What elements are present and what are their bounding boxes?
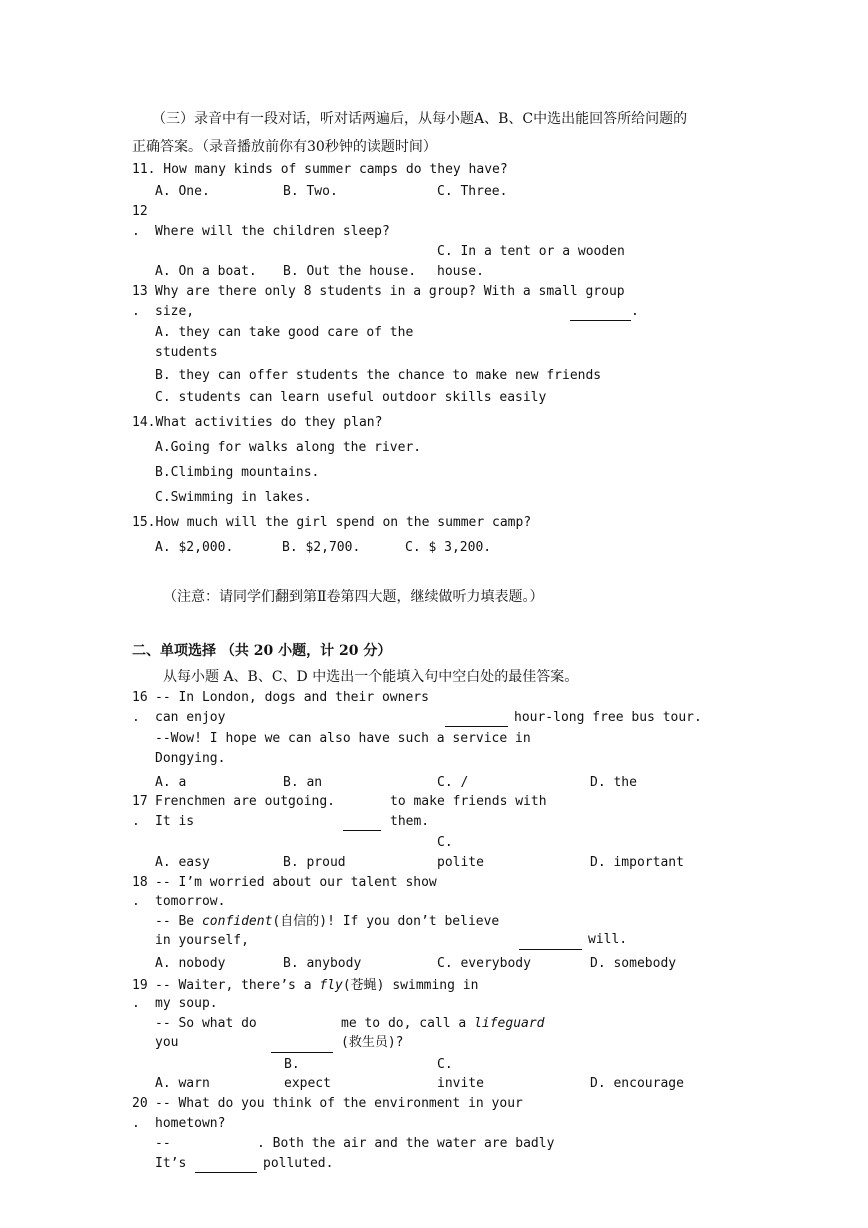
q19-right-line1-start: me to do, call a <box>341 1016 475 1031</box>
q18-line2: tomorrow. <box>155 894 226 909</box>
q17-line1: Frenchmen are outgoing. <box>155 794 336 809</box>
q20-line1: -- What do you think of the environment in your <box>155 1096 523 1111</box>
q17-option-d: D. important <box>590 855 684 870</box>
q19-line1-end: (苍蝇) swimming in <box>342 978 479 993</box>
q13-option-a-line1: A. they can take good care of the <box>155 325 414 340</box>
q16-line2-end: hour-long free bus tour. <box>514 710 702 725</box>
q16-option-c: C. / <box>437 775 469 790</box>
q15-stem: 15.How much will the girl spend on the summer camp? <box>132 515 532 530</box>
q18-line4: in yourself, <box>155 933 249 948</box>
q13-stem-line2: size, <box>155 304 195 319</box>
q15-option-b: B. $2,700. <box>282 540 361 555</box>
q18-line4-end: will. <box>588 932 628 947</box>
q19-italic-lifeguard: lifeguard <box>474 1016 545 1031</box>
q18-answer-blank[interactable] <box>519 949 582 950</box>
q19-option-d: D. encourage <box>590 1076 684 1091</box>
q19-number: 19 <box>132 978 148 993</box>
q19-option-c-line2: invite <box>437 1076 484 1091</box>
q19-option-a: A. warn <box>155 1076 210 1091</box>
q19-answer-blank[interactable] <box>271 1052 333 1053</box>
q16-option-b: B. an <box>283 775 323 790</box>
q15-option-c: C. $ 3,200. <box>405 540 492 555</box>
q14-stem: 14.What activities do they plan? <box>132 415 383 430</box>
q17-dot: . <box>132 814 140 829</box>
q19-dot: . <box>132 996 140 1011</box>
q18-line3-start: -- Be <box>155 914 202 929</box>
q13-dot: . <box>132 304 140 319</box>
q17-answer-blank[interactable] <box>343 830 381 831</box>
q13-answer-blank[interactable] <box>570 320 631 321</box>
q18-option-a: A. nobody <box>155 956 226 971</box>
q16-number: 16 <box>132 690 148 705</box>
q20-dot: . <box>132 1116 140 1131</box>
q18-option-d: D. somebody <box>590 956 677 971</box>
q12-stem: Where will the children sleep? <box>155 224 390 239</box>
q13-number: 13 <box>132 284 148 299</box>
q17-line2: It is <box>155 814 195 829</box>
q13-stem-end: . <box>631 304 639 319</box>
q19-line3: -- So what do <box>155 1016 257 1031</box>
q14-option-b: B.Climbing mountains. <box>155 465 320 480</box>
q18-option-c: C. everybody <box>437 956 531 971</box>
q19-italic-word: fly <box>319 978 343 993</box>
q12-number: 12 <box>132 204 148 219</box>
q15-option-a: A. $2,000. <box>155 540 234 555</box>
q16-line2: can enjoy <box>155 710 226 725</box>
q19-right-line2: (救生员)? <box>341 1035 404 1050</box>
q19-line4: you <box>155 1035 179 1050</box>
q19-option-c-line1: C. <box>437 1057 453 1072</box>
q19-line2: my soup. <box>155 996 218 1011</box>
q17-number: 17 <box>132 794 148 809</box>
q12-option-c-line1: C. In a tent or a wooden <box>437 244 625 259</box>
q19-option-b-line1: B. <box>284 1057 300 1072</box>
q14-option-c: C.Swimming in lakes. <box>155 490 312 505</box>
q16-option-d: D. the <box>590 775 637 790</box>
q17-option-b: B. proud <box>283 855 346 870</box>
q20-right-line1: . Both the air and the water are badly <box>257 1136 555 1151</box>
q17-option-c-line2: polite <box>437 855 484 870</box>
q20-line2: hometown? <box>155 1116 226 1131</box>
q20-answer-blank[interactable] <box>195 1172 257 1173</box>
q19-line1 <box>155 978 478 994</box>
q19-option-b-line2: expect <box>284 1076 331 1091</box>
q16-line4: Dongying. <box>155 751 226 766</box>
q13-option-c: C. students can learn useful outdoor skills easily <box>155 390 547 405</box>
q18-dot: . <box>132 894 140 909</box>
q11-option-a: A. One. <box>155 184 210 199</box>
q12-dot: . <box>132 224 140 239</box>
q17-option-c-line1: C. <box>437 835 453 850</box>
turn-page-note: （注意：请同学们翻到第Ⅱ卷第四大题，继续做听力填表题。） <box>163 589 544 605</box>
q18-italic-word: confident <box>201 914 273 929</box>
q12-option-a: A. On a boat. <box>155 264 257 279</box>
q16-answer-blank[interactable] <box>445 726 508 727</box>
q20-number: 20 <box>132 1096 148 1111</box>
q16-line3: --Wow! I hope we can also have such a service in <box>155 731 531 746</box>
q13-stem-line1: Why are there only 8 students in a group? With a small group <box>155 284 625 299</box>
q19-line1-start: -- Waiter, there’s a <box>155 978 320 993</box>
section2-instruction: 从每小题 A、B、C、D 中选出一个能填入句中空白处的最佳答案。 <box>163 669 579 685</box>
q14-option-a: A.Going for walks along the river. <box>155 440 422 455</box>
q17-right-line1: to make friends with <box>390 794 547 809</box>
q18-line3-end: (自信的)! If you don’t believe <box>272 914 500 929</box>
q13-option-a-line2: students <box>155 345 218 360</box>
q20-right-line2: polluted. <box>263 1156 334 1171</box>
q18-line1: -- I’m worried about our talent show <box>155 875 437 890</box>
section3-intro-line2: 正确答案。（录音播放前你有30秒钟的读题时间） <box>132 139 437 155</box>
q17-option-a: A. easy <box>155 855 210 870</box>
q16-option-a: A. a <box>155 775 187 790</box>
q13-option-b: B. they can offer students the chance to make new friends <box>155 368 602 383</box>
q17-right-line2: them. <box>390 814 430 829</box>
section2-heading: 二、单项选择 （共 20 小题，计 20 分） <box>132 643 392 659</box>
q16-line1: -- In London, dogs and their owners <box>155 690 429 705</box>
q18-number: 18 <box>132 875 148 890</box>
q20-line3: -- <box>155 1136 171 1151</box>
q20-line4: It’s <box>155 1156 187 1171</box>
q12-option-c-line2: house. <box>437 264 484 279</box>
q18-option-b: B. anybody <box>283 956 362 971</box>
q11-option-b: B. Two. <box>283 184 338 199</box>
section3-intro-line1: （三）录音中有一段对话，听对话两遍后，从每小题A、B、C中选出能回答所给问题的 <box>152 111 688 127</box>
q11-stem: 11. How many kinds of summer camps do they have? <box>132 162 508 177</box>
q18-line3 <box>155 914 499 930</box>
q12-option-b: B. Out the house. <box>283 264 417 279</box>
q16-dot: . <box>132 710 140 725</box>
q11-option-c: C. Three. <box>437 184 508 199</box>
q19-right-line1 <box>341 1016 545 1032</box>
